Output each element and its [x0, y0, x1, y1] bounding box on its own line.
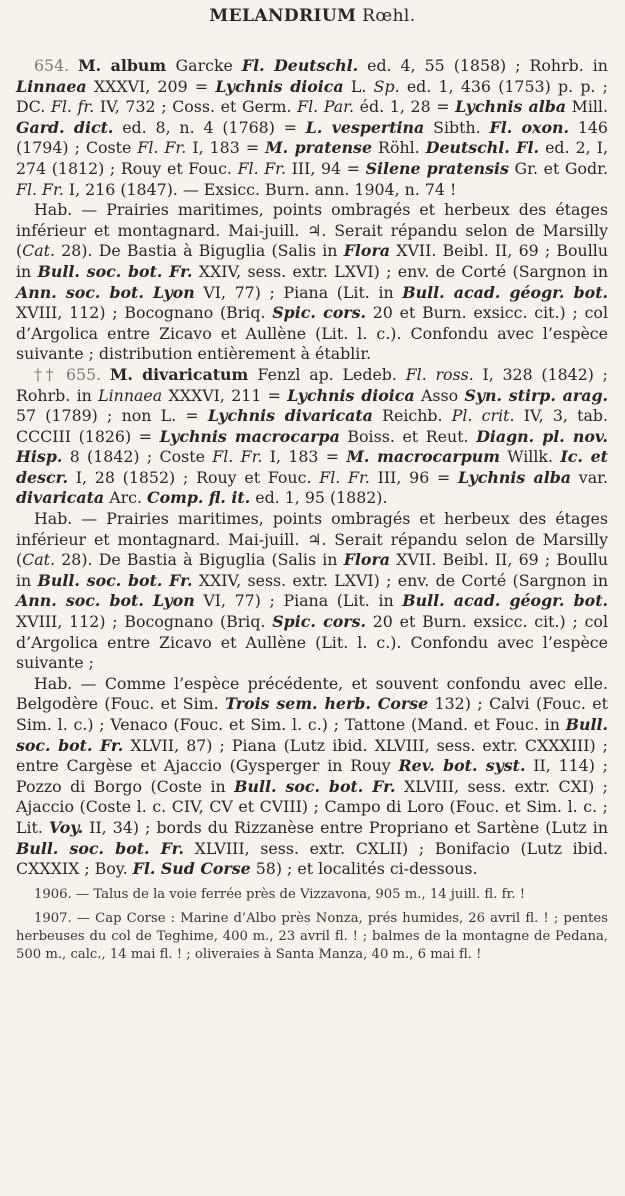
text-segment: 58) ; et localités ci-dessous. — [250, 859, 478, 879]
text-segment: Lychnis alba — [458, 467, 572, 487]
text-segment: divaricata — [16, 488, 105, 508]
text-segment: †† 655. — [34, 364, 110, 384]
text-segment: éd. 1, 28 = — [354, 97, 456, 117]
text-segment: M. divaricatum — [109, 364, 258, 384]
text-segment: Ann. soc. bot. Lyon — [16, 591, 195, 611]
species-655-habitat-1 — [16, 509, 608, 674]
text-segment: 20 et Burn. exsicc. cit.) ; col d’Argolica entre Zicavo et Aullène (Lit. l. c.). Confondu avec l’espèce suivante ; distribution entièrement à établir. — [16, 303, 608, 364]
text-segment: Spic. cors. — [272, 612, 366, 632]
text-segment: XXIV, sess. extr. LXVI) ; env. de Corté (Sargnon in — [192, 261, 609, 281]
text-segment: Gard. dict. — [16, 117, 114, 137]
text-segment: Ann. soc. bot. Lyon — [16, 282, 195, 302]
note-1906 — [16, 886, 608, 904]
text-segment: Bull. acad. géogr. bot. — [402, 591, 608, 611]
note-1907 — [16, 910, 608, 964]
text-segment: Mill. — [566, 97, 608, 117]
text-segment: ed. 1, 436 (1753) p. p. ; DC. — [16, 76, 608, 117]
genus-title: MELANDRIUM — [209, 6, 357, 26]
text-segment: Fl. Sud Corse — [132, 859, 251, 879]
text-segment: Hab. — Prairies maritimes, points ombragés et herbeux des étages inférieur et montagnard. Mai-juill. ♃. Serait répandu selon de Marsilly ( — [16, 200, 608, 261]
text-segment: Pl. crit. — [451, 406, 515, 426]
text-segment: 1906. — Talus de la voie ferrée près de Vizzavona, 905 m., 14 juill. fl. fr. ! — [34, 886, 526, 902]
text-segment: II, 34) ; bords du Rizzanèse entre Propriano et Sartène (Lutz in — [83, 817, 608, 837]
text-segment: Sibth. — [424, 117, 490, 137]
text-segment: Lychnis dioica — [215, 76, 344, 96]
text-segment: IV, 732 ; Coss. et Germ. — [94, 97, 298, 117]
text-segment: Linnaea — [98, 385, 163, 405]
species-655-entry — [16, 365, 608, 509]
text-segment: L. vespertina — [305, 117, 425, 137]
text-segment: III, 96 = — [369, 467, 459, 487]
text-segment: Lychnis alba — [455, 97, 566, 117]
text-segment: M. album — [78, 56, 176, 75]
text-segment: I, 183 = — [186, 138, 266, 158]
text-segment: Lychnis macrocarpa — [159, 426, 340, 446]
text-segment: IV, 3, tab. CCCIII (1826) = — [16, 406, 609, 446]
text-segment: 1907. — Cap Corse : Marine d’Albo près Nonza, prés humides, 26 avril fl. ! ; pentes herbeuses du col de Teghime, 400 m., 23 avril fl. ! ; balmes de la montagne de Pedana, 500 m., calc., 14 mai fl. ! ; oliveraies à Santa Manza, 40 m., 6 mai fl. ! — [16, 910, 608, 962]
text-segment: XVII. Beibl. II, 69 ; Boullu in — [16, 241, 608, 281]
text-segment: M. macrocarpum — [346, 447, 500, 467]
text-segment: III, 94 = — [286, 158, 366, 178]
text-segment: I, 216 (1847). — Exsicc. Burn. ann. 1904, n. 74 ! — [63, 179, 457, 199]
text-segment: Trois sem. herb. Corse — [225, 694, 429, 714]
text-segment: 132) ; Calvi (Fouc. et Sim. l. c.) ; Venaco (Fouc. et Sim. l. c.) ; Tattone (Mand. et Fouc. in — [16, 694, 608, 734]
text-segment: XLVIII, sess. extr. CXLII) ; Bonifacio (Lutz ibid. CXXXIX ; Boy. — [16, 838, 608, 879]
text-segment: Röhl. — [372, 138, 426, 158]
text-segment: Linnaea — [16, 76, 87, 96]
text-segment: ed. 1, 95 (1882). — [250, 488, 388, 508]
genus-author: Rœhl. — [362, 6, 416, 26]
text-segment: XLVIII, sess. extr. CXI) ; Ajaccio (Coste l. c. CIV, CV et CVIII) ; Campo di Loro (Fouc. et Sim. l. c. ; Lit. — [16, 776, 609, 837]
page-header — [0, 6, 625, 26]
text-segment: Boiss. et Reut. — [339, 426, 477, 446]
text-segment: Fl. Fr. — [237, 158, 287, 178]
text-segment: Fl. Fr. — [319, 467, 370, 487]
text-segment: Willk. — [499, 447, 561, 467]
text-segment: Bull. acad. géogr. bot. — [402, 282, 608, 302]
text-segment: 20 et Burn. exsicc. cit.) ; col d’Argolica entre Zicavo et Aullène (Lit. l. c.). Confondu avec l’espèce suivante ; — [16, 612, 608, 673]
text-segment: VI, 77) ; Piana (Lit. in — [194, 282, 403, 302]
species-654-entry — [16, 56, 608, 200]
text-segment: Arc. — [104, 488, 148, 508]
text-segment: Diagn. pl. nov. Hisp. — [16, 426, 609, 467]
text-segment: 57 (1789) ; non L. = — [16, 406, 208, 426]
species-654-habitat — [16, 200, 608, 365]
text-segment: Syn. stirp. arag. — [464, 385, 608, 405]
text-segment: VI, 77) ; Piana (Lit. in — [194, 591, 403, 611]
text-segment: ed. 4, 55 (1858) ; Rohrb. in — [358, 56, 608, 75]
text-segment: Bull. soc. bot. Fr. — [37, 261, 193, 281]
text-segment: Deutschl. Fl. — [425, 138, 540, 158]
text-segment: Flora — [343, 550, 390, 570]
text-segment: ed. 2, I, 274 (1812) ; Rouy et Fouc. — [16, 138, 608, 178]
text-segment: Fl. Fr. — [212, 447, 263, 467]
text-segment: Bull. soc. bot. Fr. — [37, 570, 193, 590]
text-segment: XLVII, 87) ; Piana (Lutz ibid. XLVIII, sess. extr. CXXXIII) ; entre Cargèse et Ajaccio (Gysperger in Rouy — [16, 735, 608, 776]
text-segment: XVIII, 112) ; Bocognano (Briq. — [16, 303, 273, 323]
text-segment: Voy. — [48, 817, 84, 837]
text-segment: L. — [343, 76, 374, 96]
text-segment: I, 183 = — [262, 447, 347, 467]
text-segment: Comp. fl. it. — [147, 488, 251, 508]
text-segment: Flora — [343, 241, 390, 261]
text-segment: I, 28 (1852) ; Rouy et Fouc. — [67, 467, 320, 487]
text-segment: 28). De Bastia à Biguglia (Salis in — [55, 550, 344, 570]
text-segment: Cat. — [22, 241, 56, 261]
text-segment: Reichb. — [372, 406, 452, 426]
text-segment: Bull. soc. bot. Fr. — [16, 715, 608, 755]
text-segment: Fl. oxon. — [489, 117, 569, 137]
text-segment: 8 (1842) ; Coste — [62, 447, 213, 467]
text-segment: M. pratense — [265, 138, 372, 158]
text-segment: Hab. — Comme l’espèce précédente, et souvent confondu avec elle. Belgodère (Fouc. et Sim. — [16, 673, 608, 714]
text-segment: Lychnis dioica — [287, 385, 415, 405]
text-segment: XXXVI, 209 = — [86, 76, 216, 96]
text-segment: Garcke — [175, 56, 242, 75]
species-655-habitat-2 — [16, 674, 608, 880]
text-segment: Sp. — [373, 76, 400, 96]
text-segment: I, 328 (1842) ; Rohrb. in — [16, 364, 608, 405]
text-segment: Spic. cors. — [272, 303, 366, 323]
text-segment: 28). De Bastia à Biguglia (Salis in — [55, 241, 344, 261]
text-segment: Fl. Deutschl. — [241, 56, 359, 75]
text-segment: XVIII, 112) ; Bocognano (Briq. — [16, 612, 273, 632]
text-segment: var. — [571, 467, 608, 487]
text-segment: Hab. — Prairies maritimes, points ombragés et herbeux des étages inférieur et montagnard. Mai-juill. ♃. Serait répandu selon de Marsilly ( — [16, 509, 608, 570]
text-segment: Lychnis divaricata — [207, 406, 373, 426]
text-segment: Fl. Fr. — [16, 179, 64, 199]
text-segment: II, 114) ; Pozzo di Borgo (Coste in — [16, 756, 608, 796]
text-segment: Bull. soc. bot. Fr. — [16, 838, 184, 858]
text-segment: Gr. et Godr. — [508, 158, 608, 178]
document-body — [16, 56, 608, 964]
text-segment: Fl. fr. — [50, 97, 95, 117]
text-segment: 654. — [34, 56, 79, 75]
text-segment: Silene pratensis — [365, 158, 509, 178]
text-segment: ed. 8, n. 4 (1768) = — [113, 117, 306, 137]
text-segment: Fenzl ap. Ledeb. — [257, 364, 406, 384]
text-segment: Bull. soc. bot. Fr. — [234, 776, 396, 796]
text-segment: Rev. bot. syst. — [398, 756, 526, 776]
text-segment: XXXVI, 211 = — [162, 385, 288, 405]
text-segment: 146 (1794) ; Coste — [16, 117, 608, 158]
text-segment: Ic. et descr. — [16, 447, 608, 487]
text-segment: Cat. — [22, 550, 56, 570]
text-segment: Asso — [414, 385, 465, 405]
text-segment: XXIV, sess. extr. LXVI) ; env. de Corté (Sargnon in — [192, 570, 609, 590]
text-segment: Fl. Fr. — [137, 138, 187, 158]
text-segment: Fl. Par. — [297, 97, 355, 117]
text-segment: Fl. ross. — [405, 364, 474, 384]
text-segment: XVII. Beibl. II, 69 ; Boullu in — [16, 550, 608, 590]
